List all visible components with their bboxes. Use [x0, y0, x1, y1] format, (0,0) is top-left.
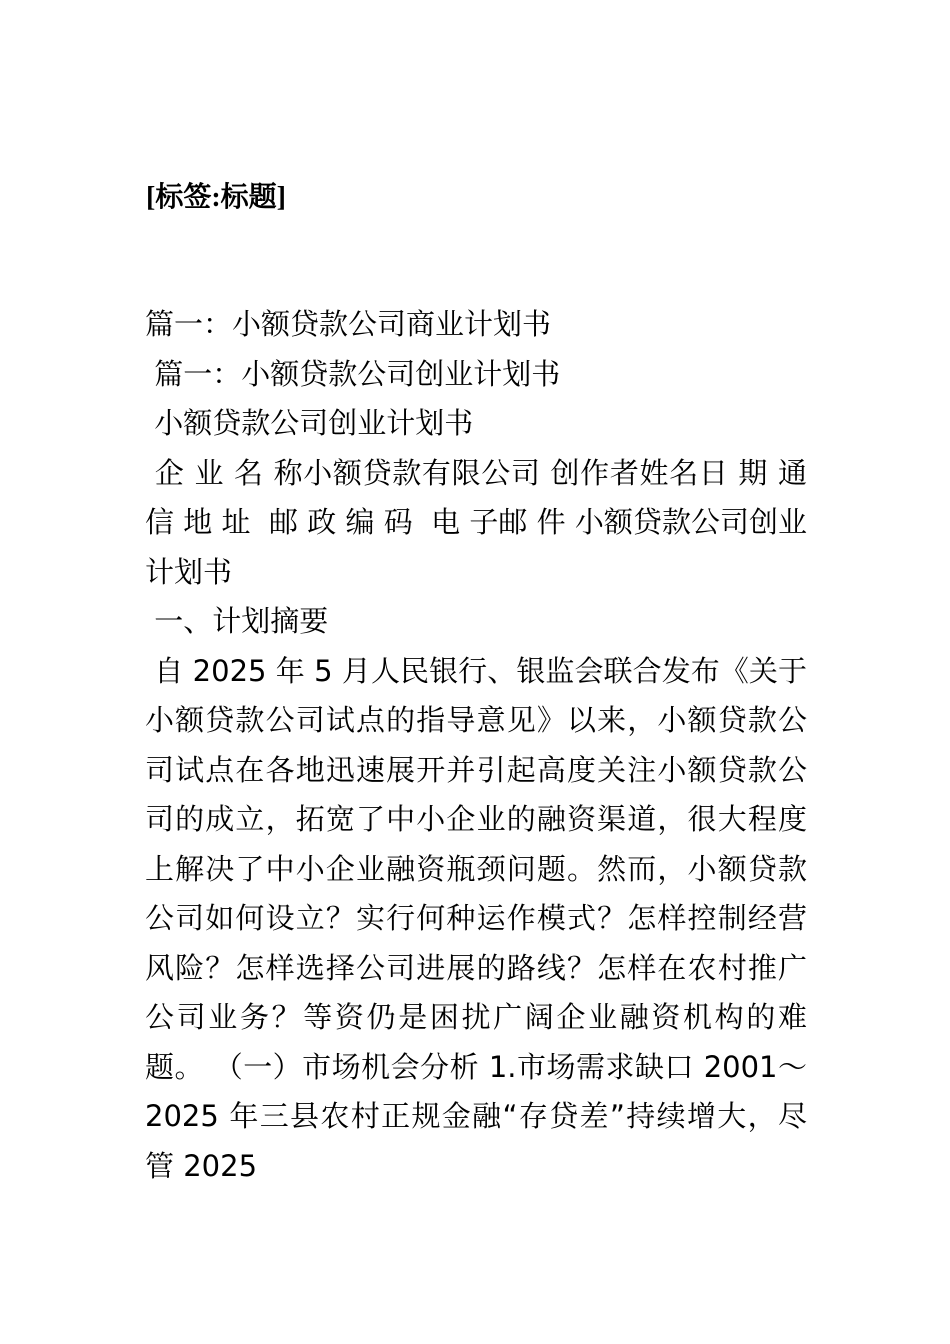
document-body — [145, 300, 817, 1191]
summary-paragraph: 自 2025 年 5 月人民银行、银监会联合发布《关于小额贷款公司试点的指导意见》以来，小额贷款公司试点在各地迅速展开并引起高度关注小额贷款公司的成立，拓宽了中小企业的融资渠道，很大程度上解决了中小企业融资瓶颈问题。然而，小额贷款公司如何设立？实行何种运作模式？怎样控制经营风险？怎样选择公司进展的路线？怎样在农村推广公司业务？等资仍是困扰广阔企业融资机构的难题。 （一）市场机会分析 1.市场需求缺口 2001～2025 年三县农村正规金融“存贷差”持续增大，尽管 2025 — [145, 653, 807, 1183]
heading-business-plan: 篇一：小额贷款公司商业计划书 — [145, 307, 552, 341]
tag-title-line: [标签:标题] — [146, 182, 286, 213]
cover-info-paragraph: 企 业 名 称小额贷款有限公司 创作者姓名日 期 通 信 地 址 邮 政 编 码 电 子邮 件 小额贷款公司创业计划书 — [145, 455, 817, 589]
subtitle-startup-plan: 小额贷款公司创业计划书 — [145, 406, 474, 440]
heading-startup-plan: 篇一：小额贷款公司创业计划书 — [145, 356, 561, 391]
section-heading-summary: 一、计划摘要 — [145, 604, 329, 638]
